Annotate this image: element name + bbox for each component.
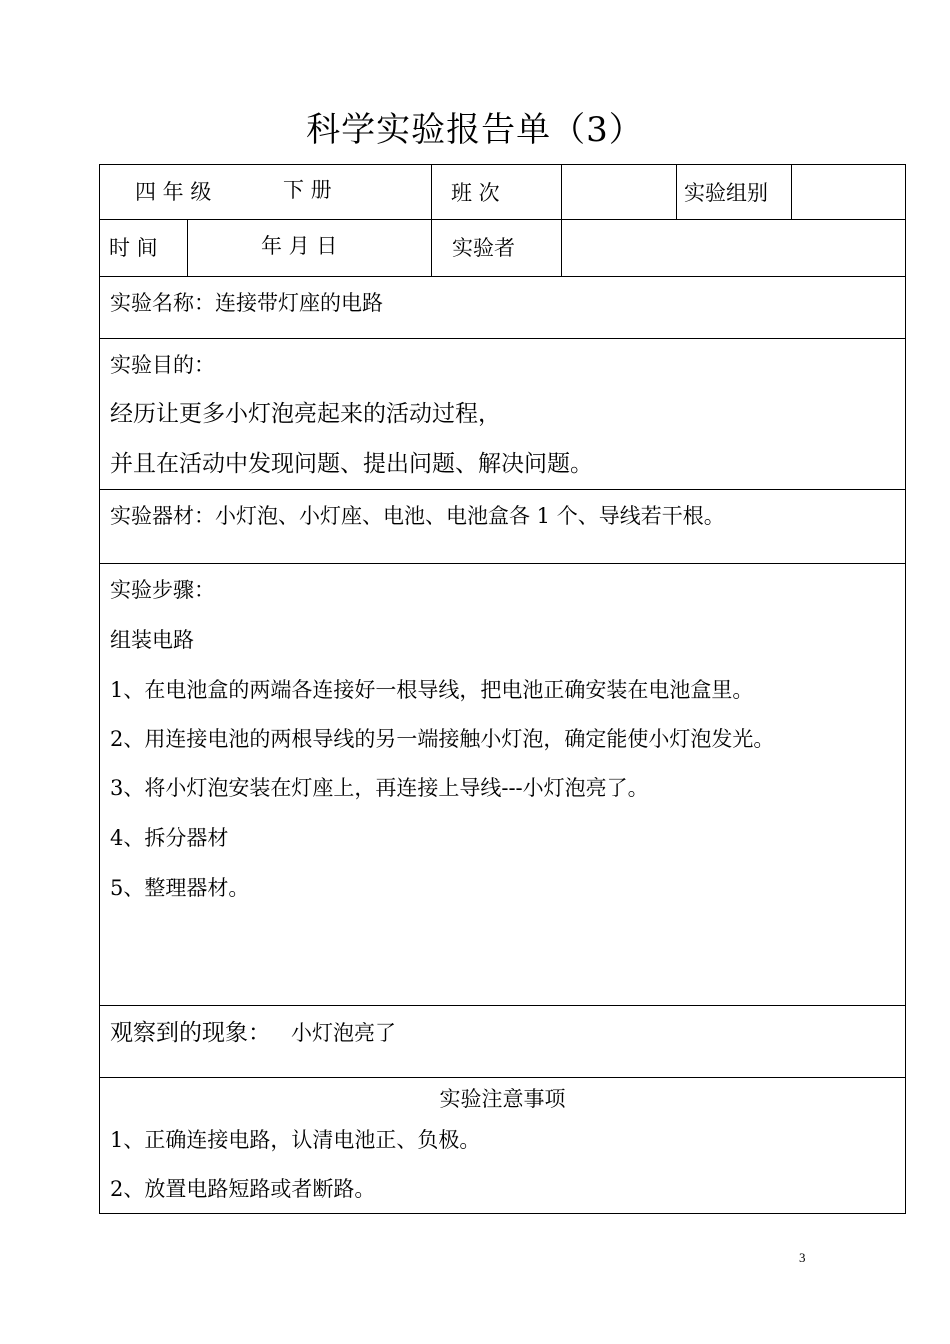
- date-cell[interactable]: [187, 219, 432, 277]
- experimenter-value-cell[interactable]: [561, 219, 906, 277]
- experimenter-label-cell: [431, 219, 562, 277]
- experiment-name-value: 连接带灯座的电路: [215, 291, 383, 315]
- page-number: 3: [799, 1250, 806, 1265]
- step-item: 5、整理器材。: [110, 876, 250, 900]
- purpose-label: 实验目的：: [110, 353, 215, 377]
- observation-value: 小灯泡亮了: [291, 1021, 396, 1045]
- materials-label: 实验器材：: [110, 504, 215, 528]
- observation-label: 观察到的现象：: [110, 1020, 271, 1046]
- observation-cell: [99, 1005, 906, 1078]
- step-item: 2、用连接电池的两根导线的另一端接触小灯泡，确定能使小灯泡发光。: [110, 727, 775, 751]
- group-label-cell: [676, 164, 792, 220]
- group-label: 实验组别: [684, 181, 768, 205]
- materials-value: 小灯泡、小灯座、电池、电池盒各 1 个、导线若干根。: [215, 504, 725, 528]
- steps-subtitle: 组装电路: [110, 628, 194, 652]
- class-label-cell: [431, 164, 562, 220]
- steps-cell: [99, 563, 906, 1006]
- note-item: 2、放置电路短路或者断路。: [110, 1177, 376, 1201]
- experiment-name-cell: [99, 276, 906, 339]
- purpose-cell: [99, 338, 906, 490]
- notes-heading: 实验注意事项: [439, 1087, 566, 1111]
- materials-cell: [99, 489, 906, 564]
- steps-label: 实验步骤：: [110, 578, 215, 602]
- purpose-line: 经历让更多小灯泡亮起来的活动过程，: [110, 401, 501, 427]
- volume-label: 下 册: [283, 178, 332, 202]
- notes-cell: [99, 1077, 906, 1214]
- step-item: 4、拆分器材: [110, 826, 229, 850]
- date-placeholder: 年 月 日: [261, 234, 338, 258]
- class-value-cell[interactable]: [561, 164, 677, 220]
- page-title: 科学实验报告单（3）: [306, 110, 644, 150]
- grade-label: 四 年 级: [135, 180, 212, 204]
- class-label: 班 次: [451, 181, 500, 205]
- experiment-name-label: 实验名称：: [110, 291, 215, 315]
- purpose-line: 并且在活动中发现问题、提出问题、解决问题。: [110, 451, 593, 477]
- note-item: 1、正确连接电路，认清电池正、负极。: [110, 1128, 481, 1152]
- time-label: 时 间: [109, 236, 158, 260]
- grade-cell: [99, 164, 432, 220]
- step-item: 3、将小灯泡安装在灯座上，再连接上导线---小灯泡亮了。: [110, 776, 649, 800]
- step-item: 1、在电池盒的两端各连接好一根导线，把电池正确安装在电池盒里。: [110, 678, 754, 702]
- time-label-cell: [99, 219, 188, 277]
- experimenter-label: 实验者: [452, 236, 515, 260]
- group-value-cell[interactable]: [791, 164, 906, 220]
